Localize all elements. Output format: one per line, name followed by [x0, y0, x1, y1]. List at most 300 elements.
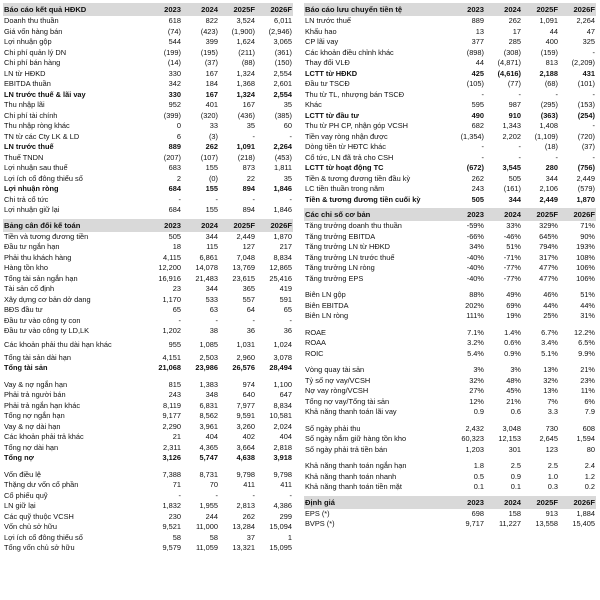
row-label: EBITDA thuần [4, 79, 51, 88]
row-value: 684 [168, 205, 181, 214]
row-value: - [289, 315, 292, 325]
row-value: 1,832 [162, 501, 181, 510]
row-value: 21% [580, 365, 595, 374]
row-value: 317% [539, 252, 558, 262]
row-value: 17 [512, 26, 521, 36]
row-value: 9,177 [162, 411, 181, 420]
row-value: 2,188 [539, 68, 558, 78]
row-value: 1,408 [539, 121, 558, 130]
row-value: 0.6% [504, 338, 521, 347]
row-value: 411 [280, 480, 292, 489]
row-value: 557 [242, 294, 255, 304]
table-row [304, 121, 596, 132]
row-value: 58 [172, 532, 181, 542]
row-value: 262 [471, 173, 484, 183]
row-value: 262 [205, 142, 218, 151]
row-label: Lợi ích cổ đông thiểu số [4, 532, 83, 542]
row-value: 477% [539, 273, 558, 283]
row-value: 684 [168, 184, 181, 193]
row-value: 401 [205, 100, 218, 109]
row-value: 2,960 [236, 352, 255, 362]
row-value: (218) [237, 152, 255, 162]
row-value: 7.1% [467, 327, 484, 337]
row-value: (107) [200, 152, 218, 162]
row-value: - [592, 89, 595, 99]
row-label: Khác [305, 100, 322, 109]
year-header: 2025F [233, 5, 255, 14]
row-value: 13% [543, 386, 558, 395]
table-row [304, 27, 596, 38]
row-value: 2,024 [273, 421, 292, 431]
row-label: Chi phí tài chính [4, 110, 58, 120]
section-title: Các chỉ số cơ bản [305, 210, 371, 219]
table-row [3, 316, 293, 327]
row-label: EPS (*) [305, 508, 330, 518]
year-header: 2026F [573, 210, 595, 219]
table-row [304, 221, 596, 232]
row-label: Tổng tài sản ngắn hạn [4, 273, 78, 283]
row-value: 2,202 [502, 131, 521, 141]
balance-sheet [3, 219, 293, 554]
row-value: 25,416 [269, 273, 292, 283]
table-row [3, 295, 293, 306]
row-value: 6.7% [541, 327, 558, 337]
row-value: 3,048 [502, 423, 521, 433]
table-row [304, 290, 596, 301]
section-header [304, 3, 596, 16]
year-header: 2026F [270, 220, 292, 230]
table-row [304, 184, 596, 195]
row-value: - [178, 315, 181, 325]
row-value: 2.4 [584, 461, 595, 470]
table-row [304, 37, 596, 48]
row-value: 285 [508, 37, 521, 46]
row-value: 21,068 [158, 363, 181, 372]
row-value: 3,961 [199, 421, 218, 431]
row-label: Vay & nợ ngắn hạn [4, 379, 68, 389]
row-label: Lợi ích cổ đông thiểu số [4, 173, 83, 183]
row-value: 1.4% [504, 327, 521, 337]
table-row [3, 163, 293, 174]
row-label: Thu nhập lãi [4, 100, 45, 109]
row-value: 19% [506, 311, 521, 320]
row-value: 22 [246, 173, 255, 183]
year-header: 2023 [467, 5, 484, 14]
row-value: 7,388 [162, 469, 181, 479]
row-value: 3,545 [502, 163, 521, 172]
row-value: (399) [163, 110, 181, 120]
row-value: -71% [503, 252, 521, 262]
row-value: 12.2% [574, 327, 595, 337]
row-label: Đầu tư TSCĐ [305, 79, 350, 88]
table-row [304, 386, 596, 397]
row-value: 9,798 [273, 469, 292, 479]
row-label: Các khoản điều chỉnh khác [305, 47, 394, 57]
year-header: 2024 [504, 210, 521, 219]
row-label: Số ngày nắm giữ hàng tồn kho [305, 434, 407, 443]
row-label: Khấu hao [305, 26, 337, 36]
row-value: 8,119 [163, 400, 181, 410]
row-value: 1 [287, 532, 292, 542]
row-value: 1.8 [473, 461, 484, 470]
table-row [304, 397, 596, 408]
row-value: (898) [466, 47, 484, 57]
row-label: Các khoản phải thu dài hạn khác [4, 340, 112, 349]
row-label: Thu từ PH CP, nhận góp VCSH [305, 121, 408, 130]
row-value: - [518, 152, 521, 162]
row-value: 11,227 [498, 519, 521, 528]
row-label: Biên LN ròng [305, 311, 349, 320]
table-row [304, 79, 596, 90]
row-value: 243 [471, 184, 484, 193]
row-value: 1,031 [236, 339, 255, 349]
row-label: Tiền & tương đương tiền đầu kỳ [305, 173, 411, 183]
row-value: 0.9% [504, 348, 521, 358]
row-value: - [215, 315, 218, 325]
row-value: 23,615 [232, 273, 255, 283]
row-value: 32% [469, 375, 484, 385]
row-value: 127 [242, 242, 255, 251]
row-value: 9,591 [236, 411, 255, 420]
row-value: 33% [506, 221, 521, 230]
row-value: 111% [466, 311, 484, 320]
table-row [304, 445, 596, 456]
row-value: 1,594 [576, 434, 595, 443]
row-value: 1,085 [199, 339, 218, 349]
year-header: 2023 [467, 497, 484, 507]
right-column [304, 3, 596, 530]
table-row [304, 153, 596, 164]
row-label: ROAE [305, 327, 326, 337]
row-label: LN trước thuế [305, 16, 351, 25]
year-header: 2025F [536, 497, 558, 507]
row-label: Xây dựng cơ bản dở dang [4, 294, 91, 304]
table-row [3, 480, 293, 491]
row-label: Thu nhập ròng khác [4, 121, 70, 130]
row-value: 11% [580, 386, 595, 395]
table-row [3, 37, 293, 48]
year-header: 2024 [201, 220, 218, 230]
row-value: 640 [242, 390, 255, 399]
row-value: 344 [508, 194, 521, 204]
row-label: LN trước thuế & lãi vay [4, 89, 86, 99]
table-row [3, 79, 293, 90]
row-label: ROIC [305, 348, 324, 358]
row-value: 3,078 [273, 352, 292, 362]
table-row [3, 58, 293, 69]
row-value: (385) [274, 110, 292, 120]
row-value: 63 [209, 305, 218, 314]
row-label: Biên LN gộp [305, 290, 346, 299]
row-label: Tăng trưởng EPS [305, 273, 364, 283]
row-value: 3,664 [236, 442, 255, 452]
row-value: 1,170 [162, 294, 181, 304]
table-row [3, 411, 293, 422]
row-value: (423) [200, 26, 218, 36]
row-label: Tổng tài sản dài hạn [4, 352, 71, 362]
table-row [3, 353, 293, 364]
row-value: 1,324 [236, 68, 255, 78]
table-row [3, 205, 293, 216]
section-title: Định giá [305, 497, 335, 507]
row-value: 184 [205, 79, 218, 88]
row-value: (3) [208, 131, 218, 141]
row-value: 44 [549, 26, 558, 36]
row-label: Tổng nợ vay/Tổng tài sản [305, 396, 390, 406]
year-header: 2024 [201, 5, 218, 14]
row-value: (363) [540, 110, 558, 120]
row-value: 794% [539, 242, 558, 251]
row-value: (161) [503, 184, 521, 193]
row-value: 533 [205, 294, 218, 304]
row-value: 815 [168, 379, 181, 389]
row-value: -77% [503, 263, 521, 272]
row-value: 955 [168, 339, 181, 349]
row-value: - [215, 194, 218, 204]
table-row [3, 305, 293, 316]
row-value: 682 [471, 121, 484, 130]
row-value: - [481, 142, 484, 151]
table-row [304, 424, 596, 435]
row-value: (4,616) [497, 68, 521, 78]
row-value: 13,284 [232, 522, 255, 531]
row-value: 280 [545, 163, 558, 172]
row-value: (207) [163, 152, 181, 162]
row-value: 21,483 [195, 273, 218, 283]
table-row [3, 27, 293, 38]
row-value: 0.1 [473, 482, 484, 491]
row-value: 404 [205, 432, 218, 441]
row-value: 90% [580, 231, 595, 241]
row-value: 26,576 [232, 363, 255, 372]
row-value: 1,383 [199, 379, 218, 389]
row-label: Hàng tồn kho [4, 263, 48, 272]
row-value: - [592, 47, 595, 57]
row-value: 7.9 [584, 407, 595, 416]
year-header: 2023 [467, 210, 484, 219]
row-value: 9,798 [236, 469, 255, 479]
row-value: 6,861 [199, 252, 218, 262]
table-row [3, 491, 293, 502]
row-value: 69% [506, 300, 521, 310]
row-value: 47 [586, 26, 595, 36]
row-value: 31% [580, 311, 595, 320]
row-label: Lợi nhuận giữ lại [4, 205, 60, 214]
row-label: Lợi nhuận gộp [4, 37, 52, 46]
row-label: Tổng vốn chủ sở hữu [4, 543, 75, 552]
table-row [3, 470, 293, 481]
row-value: 15,095 [269, 543, 292, 552]
row-value: 3,126 [162, 453, 181, 462]
row-value: 544 [168, 37, 181, 46]
table-row [3, 232, 293, 243]
row-value: 344 [205, 284, 218, 293]
table-row [3, 274, 293, 285]
row-value: 1,955 [199, 501, 218, 510]
row-value: 987 [508, 100, 521, 109]
row-value: 11,000 [195, 522, 218, 531]
row-value: 13% [543, 365, 558, 374]
row-value: 4,386 [273, 501, 292, 510]
table-row [304, 48, 596, 59]
row-value: 7,977 [236, 400, 255, 410]
row-label: Tăng trưởng LN từ HĐKD [305, 242, 390, 251]
row-value: 167 [205, 68, 218, 78]
row-value: 618 [168, 16, 181, 25]
row-value: (2,946) [268, 26, 292, 36]
table-row [304, 163, 596, 174]
row-value: 402 [242, 432, 255, 441]
row-value: 155 [205, 163, 218, 172]
table-row [304, 311, 596, 322]
income-statement [3, 3, 293, 216]
row-label: Vay & nợ dài hạn [4, 421, 61, 431]
row-value: 13 [475, 26, 484, 36]
row-value: 230 [168, 511, 181, 521]
row-value: - [555, 152, 558, 162]
row-value: 2,554 [273, 68, 292, 78]
row-label: Tài sản cố định [4, 284, 55, 293]
row-value: 35 [283, 173, 292, 183]
row-value: -40% [466, 263, 484, 272]
section-header [304, 496, 596, 509]
row-value: (195) [200, 47, 218, 57]
row-value: - [592, 152, 595, 162]
row-label: Doanh thu thuần [4, 16, 59, 25]
row-value: 8,834 [273, 252, 292, 262]
table-row [3, 522, 293, 533]
row-label: Số ngày phải thu [305, 423, 361, 433]
row-value: 48% [506, 375, 521, 385]
table-row [3, 390, 293, 401]
year-header: 2025F [536, 210, 558, 219]
row-value: 12% [469, 396, 484, 406]
row-value: 193% [576, 242, 595, 251]
row-value: 342 [168, 79, 181, 88]
row-label: BĐS đầu tư [4, 305, 43, 314]
year-header: 2025F [536, 5, 558, 14]
row-value: 7,048 [236, 252, 255, 262]
row-label: Phải trả ngắn hạn khác [4, 400, 81, 410]
row-value: 4,638 [236, 453, 255, 462]
row-label: Tăng trưởng doanh thu thuần [305, 221, 402, 230]
row-value: 15,405 [572, 519, 595, 528]
table-row [304, 376, 596, 387]
row-value: 38 [209, 326, 218, 335]
row-label: LN trước thuế [4, 142, 54, 151]
table-row [304, 242, 596, 253]
row-value: 2,554 [273, 89, 292, 99]
row-value: 3.2% [467, 338, 484, 347]
row-value: 70 [209, 480, 218, 489]
row-value: (1,354) [460, 131, 484, 141]
row-value: 155 [205, 184, 218, 193]
row-value: 27% [469, 386, 484, 395]
row-value: 7% [547, 396, 558, 406]
row-value: 14,078 [195, 263, 218, 272]
year-header: 2023 [164, 5, 181, 14]
row-value: -46% [503, 231, 521, 241]
table-row [3, 380, 293, 391]
row-label: LN giữ lại [4, 501, 36, 510]
row-value: 12,200 [158, 263, 181, 272]
table-row [3, 153, 293, 164]
row-value: 348 [205, 390, 218, 399]
section-title: Bảng cân đối kế toán [4, 220, 81, 230]
row-value: -40% [466, 252, 484, 262]
row-value: 913 [545, 508, 558, 518]
row-value: 1,624 [236, 37, 255, 46]
row-value: 683 [168, 163, 181, 172]
row-value: (211) [238, 47, 255, 57]
table-row [3, 174, 293, 185]
row-label: Phải thu khách hàng [4, 252, 72, 262]
table-row [3, 422, 293, 433]
row-value: 3.4% [541, 338, 558, 347]
table-row [3, 90, 293, 101]
table-row [304, 338, 596, 349]
row-label: Tổng nợ dài hạn [4, 442, 59, 452]
row-value: (101) [577, 79, 595, 88]
row-label: Chi phí bán hàng [4, 58, 61, 67]
table-row [3, 432, 293, 443]
row-value: 1,846 [273, 205, 292, 214]
row-value: 344 [205, 231, 218, 241]
row-value: 33 [209, 121, 218, 130]
row-value: (320) [200, 110, 218, 120]
row-value: 1.2 [584, 471, 595, 481]
row-value: 32% [543, 375, 558, 385]
row-value: 2,503 [199, 352, 218, 362]
row-value: 1,091 [539, 16, 558, 25]
row-value: 2,449 [539, 194, 558, 204]
row-label: Giá vốn hàng bán [4, 26, 63, 36]
row-value: 5.1% [541, 348, 558, 358]
row-value: 1,100 [273, 379, 292, 389]
row-value: 1,202 [162, 326, 181, 335]
row-value: 6,831 [199, 400, 218, 410]
row-value: 10,581 [269, 411, 292, 420]
row-value: (4,871) [497, 58, 521, 67]
cash-flow-statement [304, 3, 596, 205]
year-header: 2024 [504, 497, 521, 507]
row-value: 88% [469, 290, 484, 299]
table-row [304, 274, 596, 285]
row-label: ROAA [305, 338, 326, 347]
table-row [3, 263, 293, 274]
table-row [3, 253, 293, 264]
row-value: - [252, 194, 255, 204]
row-value: 0 [176, 121, 181, 130]
row-value: 3,524 [236, 16, 255, 25]
section-header [304, 208, 596, 221]
row-value: 34% [469, 242, 484, 251]
table-row [3, 337, 293, 353]
table-row [3, 100, 293, 111]
table-row [304, 301, 596, 312]
table-row [3, 195, 293, 206]
row-label: Tiền và tương đương tiền [4, 231, 89, 241]
row-value: -40% [466, 273, 484, 283]
row-value: - [555, 89, 558, 99]
row-value: - [252, 315, 255, 325]
table-row [3, 16, 293, 27]
table-row [304, 328, 596, 339]
row-label: Chi phí quản lý DN [4, 47, 67, 57]
table-row [304, 58, 596, 69]
row-value: 329% [539, 221, 558, 230]
row-value: (199) [163, 47, 181, 57]
